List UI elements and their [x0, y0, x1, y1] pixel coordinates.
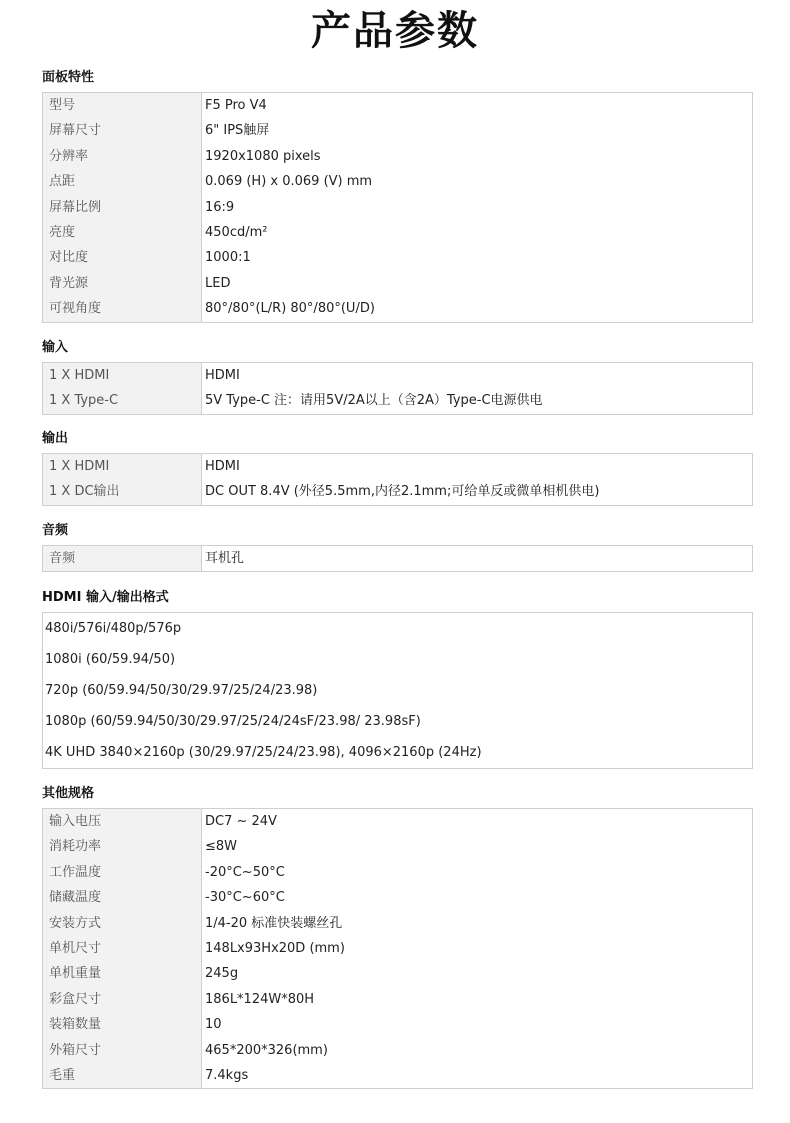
spec-key: 1 X Type-C [43, 388, 202, 413]
spec-key: 安装方式 [43, 911, 202, 936]
table-row [43, 388, 752, 413]
panel-section-title: 面板特性 [42, 70, 95, 85]
spec-value: 245g [205, 966, 239, 982]
table-row [43, 809, 752, 834]
table-row [43, 1012, 752, 1037]
table-row [43, 1063, 752, 1088]
table-row [43, 936, 752, 961]
output-table [42, 453, 753, 506]
output-section-title: 输出 [42, 431, 69, 446]
table-row [43, 271, 752, 296]
table-row [43, 885, 752, 910]
audio-section-title: 音频 [42, 523, 69, 538]
spec-key: 型号 [43, 93, 202, 118]
spec-value: ≤8W [205, 839, 238, 855]
spec-key: 毛重 [43, 1063, 202, 1088]
format-row: 4K UHD 3840×2160p (30/29.97/25/24/23.98), 4096×2160p (24Hz) [45, 745, 482, 760]
spec-key: 储藏温度 [43, 885, 202, 910]
spec-key: 分辨率 [43, 144, 202, 169]
formats-table [42, 612, 753, 769]
table-row [43, 363, 752, 388]
spec-key: 屏幕尺寸 [43, 118, 202, 143]
spec-value: 1920x1080 pixels [205, 148, 321, 164]
table-row [43, 118, 752, 143]
spec-value: HDMI [205, 368, 240, 383]
spec-value: 186L*124W*80H [205, 991, 315, 1007]
other-table [42, 808, 753, 1089]
spec-value: HDMI [205, 459, 240, 474]
spec-value: DC7 ~ 24V [205, 814, 277, 829]
table-row [43, 546, 752, 571]
table-row [43, 961, 752, 986]
spec-key: 背光源 [43, 271, 202, 296]
spec-key: 音频 [43, 546, 202, 571]
spec-value: -30°C~60°C [205, 890, 285, 906]
input-section-title: 输入 [42, 340, 69, 355]
spec-key: 亮度 [43, 220, 202, 245]
other-section-title: 其他规格 [42, 786, 95, 801]
spec-key: 1 X HDMI [43, 363, 202, 388]
table-row [43, 296, 752, 321]
format-row: 480i/576i/480p/576p [45, 621, 182, 636]
spec-value: 7.4kgs [205, 1067, 249, 1083]
table-row [43, 93, 752, 118]
panel-table [42, 92, 753, 323]
table-row [43, 454, 752, 479]
spec-value: LED [205, 275, 231, 291]
spec-key: 单机尺寸 [43, 936, 202, 961]
table-row [43, 911, 752, 936]
page-title: 产品参数 [311, 8, 479, 54]
spec-key: 输入电压 [43, 809, 202, 834]
spec-value: 16:9 [205, 199, 235, 215]
format-row: 720p (60/59.94/50/30/29.97/25/24/23.98) [45, 683, 318, 698]
spec-value: 1/4-20 标准快装螺丝孔 [205, 915, 343, 931]
spec-key: 可视角度 [43, 296, 202, 321]
audio-table [42, 545, 753, 572]
spec-key: 1 X DC输出 [43, 479, 202, 504]
spec-value: 6" IPS触屏 [205, 123, 270, 139]
spec-key: 屏幕比例 [43, 195, 202, 220]
spec-value: 0.069 (H) x 0.069 (V) mm [205, 174, 373, 190]
spec-key: 1 X HDMI [43, 454, 202, 479]
spec-key: 消耗功率 [43, 834, 202, 859]
spec-value: F5 Pro V4 [205, 98, 267, 113]
table-row [43, 245, 752, 270]
spec-value: DC OUT 8.4V (外径5.5mm,内径2.1mm;可给单反或微单相机供电) [205, 484, 600, 500]
spec-key: 点距 [43, 169, 202, 194]
table-row [43, 860, 752, 885]
input-table [42, 362, 753, 415]
spec-key: 单机重量 [43, 961, 202, 986]
spec-value: 465*200*326(mm) [205, 1042, 328, 1058]
table-row [43, 987, 752, 1012]
spec-value: 450cd/m² [205, 224, 268, 240]
spec-key: 彩盒尺寸 [43, 987, 202, 1012]
format-row: 1080p (60/59.94/50/30/29.97/25/24/24sF/23.98/ 23.98sF) [45, 714, 421, 729]
spec-key: 对比度 [43, 245, 202, 270]
table-row [43, 834, 752, 859]
table-row [43, 220, 752, 245]
spec-key: 外箱尺寸 [43, 1038, 202, 1063]
table-row [43, 479, 752, 504]
spec-key: 装箱数量 [43, 1012, 202, 1037]
table-row [43, 1038, 752, 1063]
table-row [43, 169, 752, 194]
spec-key: 工作温度 [43, 860, 202, 885]
spec-value: -20°C~50°C [205, 864, 285, 880]
spec-value: 1000:1 [205, 250, 251, 266]
spec-value: 80°/80°(L/R) 80°/80°(U/D) [205, 301, 375, 317]
spec-value: 5V Type-C 注：请用5V/2A以上（含2A）Type-C电源供电 [205, 393, 543, 409]
table-row [43, 195, 752, 220]
spec-value: 148Lx93Hx20D (mm) [205, 940, 345, 956]
spec-value: 耳机孔 [205, 551, 245, 566]
table-row [43, 144, 752, 169]
formats-section-title: HDMI 输入/输出格式 [42, 590, 169, 605]
spec-value: 10 [205, 1017, 222, 1033]
format-row: 1080i (60/59.94/50) [45, 652, 176, 667]
